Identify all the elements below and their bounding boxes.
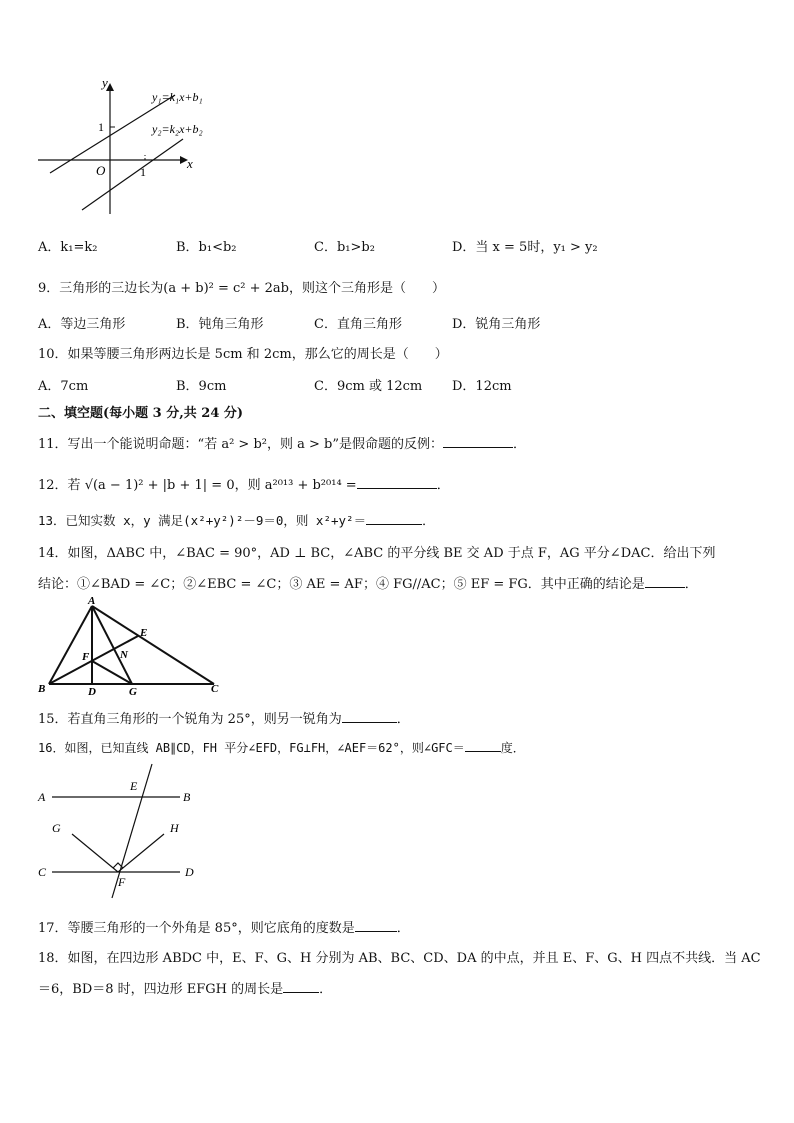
q16-blank[interactable] xyxy=(465,739,501,752)
q8-option-d: D．当 x = 5时，y₁ > y₂ xyxy=(452,240,598,255)
q16-unit: 度． xyxy=(500,741,525,755)
q9-option-c: C．直角三角形 xyxy=(314,317,402,332)
q12 xyxy=(38,474,450,493)
q15-period: ． xyxy=(396,712,410,727)
q10-option-b: B．9cm xyxy=(176,379,227,394)
origin-label: O xyxy=(96,163,106,178)
pt-e16: E xyxy=(130,779,138,793)
q14-line1: 14．如图，ΔABC 中，∠BAC = 90°，AD ⊥ BC，∠ABC 的平分线 BE 交 AD 于点 F，AG 平分∠DAC．给出下列 xyxy=(38,546,716,561)
ray-fg xyxy=(72,834,118,872)
q10-option-c: C．9cm 或 12cm xyxy=(314,379,423,394)
pt-f: F xyxy=(82,651,90,663)
pt-b16: B xyxy=(183,790,191,804)
q16-text: 16．如图，已知直线 AB∥CD，FH 平分∠EFD，FG⊥FH，∠AEF＝62°，则∠GFC＝ xyxy=(38,741,465,755)
pt-n: N xyxy=(120,649,128,661)
pt-d: D xyxy=(88,686,96,696)
q14-period: ． xyxy=(684,577,698,592)
y-label: y xyxy=(102,75,108,90)
pt-a: A xyxy=(88,596,96,607)
q15 xyxy=(38,708,410,727)
pt-e: E xyxy=(140,627,148,639)
q18-line1: 18．如图，在四边形 ABDC 中，E、F、G、H 分别为 AB、BC、CD、DA 的中点，并且 E、F、G、H 四点不共线．当 AC xyxy=(38,951,761,966)
q16-figure xyxy=(32,762,212,902)
q13-text: 13．已知实数 x，y 满足(x²+y²)²－9＝0，则 x²+y²＝ xyxy=(38,513,367,528)
q17-text: 17．等腰三角形的一个外角是 85°，则它底角的度数是 xyxy=(38,921,355,936)
q8-option-a: A．k₁=k₂ xyxy=(38,240,98,255)
q12-expression: √(a − 1)² + |b + 1| = 0，则 a²⁰¹³ + b²⁰¹⁴ = xyxy=(84,478,357,493)
q9-option-b: B．钝角三角形 xyxy=(176,317,264,332)
q9-stem: 9．三角形的三边长为(a + b)² = c² + 2ab，则这个三角形是（ ） xyxy=(38,281,446,296)
pt-h16: H xyxy=(170,821,179,835)
pt-a16: A xyxy=(38,790,46,804)
q11-blank[interactable] xyxy=(443,435,513,448)
x-label: x xyxy=(187,156,193,171)
q13-period: ． xyxy=(422,513,435,528)
pt-c: C xyxy=(211,683,219,695)
q10-option-d: D．12cm xyxy=(452,379,512,394)
line2-label: y₂=k₂x+b₂ xyxy=(152,122,203,136)
q11-text: 11．写出一个能说明命题：“若 a² > b²，则 a > b”是假命题的反例： xyxy=(38,437,443,452)
q10-option-a: A．7cm xyxy=(38,379,89,394)
q12-period: ． xyxy=(436,478,450,493)
q15-text: 15．若直角三角形的一个锐角为 25°，则另一锐角为 xyxy=(38,712,342,727)
q12-prefix: 12．若 xyxy=(38,478,81,493)
pt-d16: D xyxy=(185,865,194,879)
pt-b: B xyxy=(38,683,46,695)
pt-g: G xyxy=(129,686,137,696)
q15-blank[interactable] xyxy=(342,710,397,723)
q17 xyxy=(38,917,410,936)
tick-y-label: 1 xyxy=(98,120,104,134)
q16 xyxy=(38,739,525,756)
pt-f16: F xyxy=(118,875,126,889)
q11-period: ． xyxy=(512,437,526,452)
q11 xyxy=(38,433,526,452)
q14-figure xyxy=(36,596,226,696)
q17-blank[interactable] xyxy=(355,919,397,932)
q18-blank[interactable] xyxy=(283,980,319,993)
q18-period: ． xyxy=(319,982,333,997)
q9-option-d: D．锐角三角形 xyxy=(452,317,541,332)
q13-blank[interactable] xyxy=(366,512,422,525)
q8-option-c: C．b₁>b₂ xyxy=(314,240,375,255)
q8-figure xyxy=(30,75,230,220)
tick-x-label: 1 xyxy=(140,165,146,179)
q14-line2-text: 结论：①∠BAD = ∠C；②∠EBC = ∠C；③ AE = AF；④ FG//AC；⑤ EF = FG．其中正确的结论是 xyxy=(38,577,645,592)
q18-line2 xyxy=(38,978,332,997)
q9-option-a: A．等边三角形 xyxy=(38,317,126,332)
q18-line2-text: ＝6，BD＝8 时，四边形 EFGH 的周长是 xyxy=(38,982,284,997)
q14-blank[interactable] xyxy=(645,575,685,588)
line1-label: y₁=k₁x+b₁ xyxy=(152,90,203,104)
q12-blank[interactable] xyxy=(357,476,437,489)
section-heading: 二、填空题(每小题 3 分,共 24 分) xyxy=(38,406,244,421)
q10-stem: 10．如果等腰三角形两边长是 5cm 和 2cm，那么它的周长是（ ） xyxy=(38,347,448,362)
pt-c16: C xyxy=(38,865,47,879)
pt-g16: G xyxy=(52,821,61,835)
q13 xyxy=(38,511,435,529)
q17-period: ． xyxy=(396,921,410,936)
q8-option-b: B．b₁<b₂ xyxy=(176,240,237,255)
q14-line2 xyxy=(38,573,698,592)
